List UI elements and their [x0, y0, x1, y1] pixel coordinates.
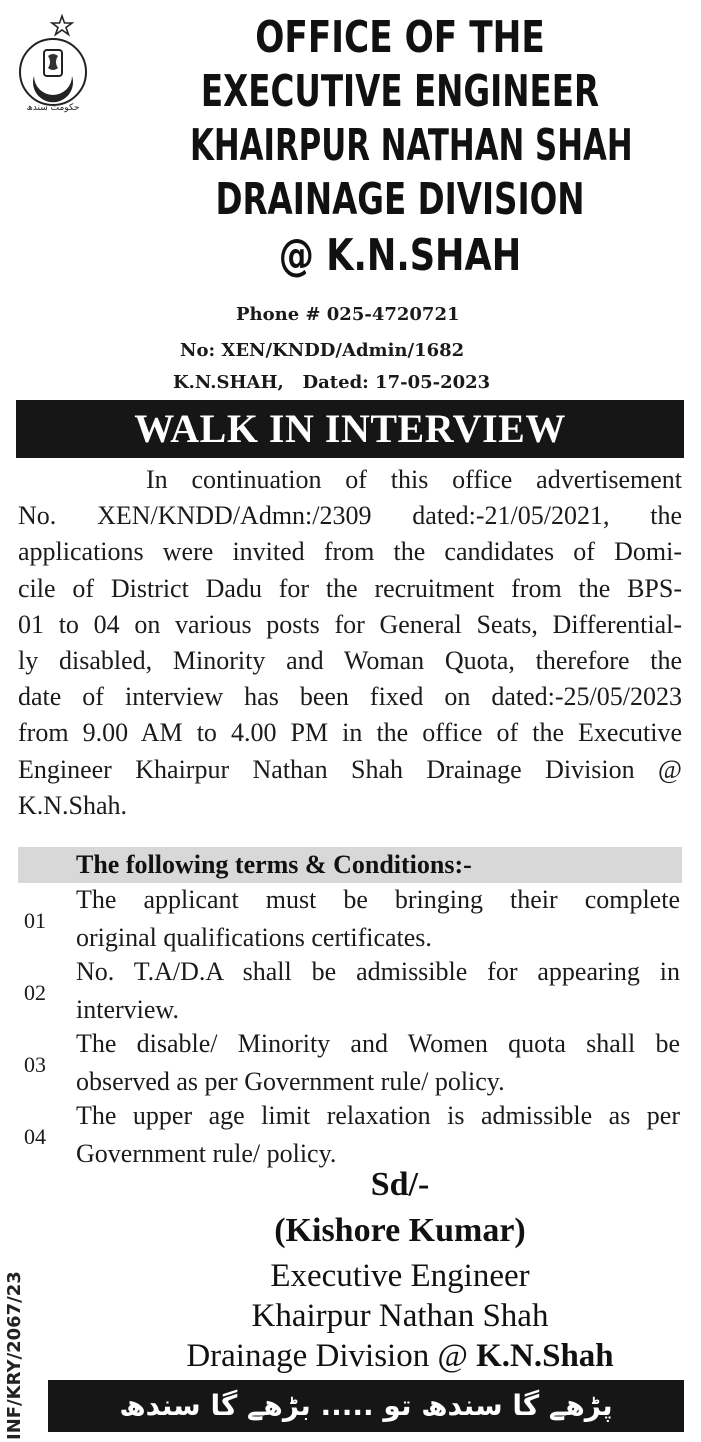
- term-number: 04: [24, 1124, 46, 1149]
- place-and-date: K.N.SHAH, Dated: 17-05-2023: [173, 372, 491, 393]
- paragraph-line: from 9.00 AM to 4.00 PM in the office of the Executive: [18, 718, 682, 748]
- footer-slogan-bar: [48, 1380, 684, 1432]
- term-text-line: The upper age limit relaxation is admissible as per: [76, 1101, 680, 1130]
- office-title-line-2: EXECUTIVE ENGINEER: [200, 66, 600, 117]
- office-title-line-3: KHAIRPUR NATHAN SHAH: [190, 120, 633, 171]
- paragraph-line: applications were invited from the candidates of Domi-: [18, 537, 682, 567]
- term-number: 01: [24, 908, 46, 933]
- terms-heading: The following terms & Conditions:-: [76, 850, 472, 879]
- side-reference-code: INF/KRY/2067/23: [4, 1271, 25, 1440]
- paragraph-line: K.N.Shah.: [18, 790, 128, 820]
- paragraph-line: In continuation of this office advertisement: [146, 465, 682, 494]
- signature-sd: Sd/-: [370, 1166, 430, 1203]
- walk-in-interview-banner: [16, 400, 684, 458]
- office-title-line-1: OFFICE OF THE: [255, 12, 545, 63]
- term-number: 02: [24, 980, 46, 1005]
- term-text-line: interview.: [76, 995, 179, 1024]
- office-title-line-4: DRAINAGE DIVISION: [215, 174, 585, 225]
- signatory-designation-line-1: Executive Engineer: [270, 1258, 530, 1294]
- advertisement-paragraph: [18, 462, 682, 824]
- phone-number: Phone # 025-4720721: [236, 304, 460, 325]
- signatory-designation-line-3: [100, 1338, 700, 1375]
- signatory-name: (Kishore Kumar): [274, 1212, 526, 1249]
- term-text-line: The disable/ Minority and Women quota shall be: [76, 1029, 680, 1058]
- term-text-line: No. T.A/D.A shall be admissible for appearing in: [76, 957, 680, 986]
- paragraph-line: 01 to 04 on various posts for General Seats, Differential-: [18, 609, 682, 639]
- term-text-line: The applicant must be bringing their complete: [76, 885, 680, 914]
- paragraph-line: Engineer Khairpur Nathan Shah Drainage Division @: [18, 754, 682, 784]
- term-text-line: observed as per Government rule/ policy.: [76, 1067, 505, 1096]
- footer-slogan: پڑھے گا سندھ تو ..... بڑھے گا سندھ: [119, 1389, 613, 1422]
- paragraph-line: ly disabled, Minority and Woman Quota, therefore the: [18, 646, 682, 676]
- office-title-line-5: @ K.N.SHAH: [278, 230, 522, 281]
- designation-prefix: Drainage Division @: [186, 1338, 477, 1374]
- term-number: 03: [24, 1052, 46, 1077]
- signatory-designation-line-2: Khairpur Nathan Shah: [251, 1298, 549, 1334]
- banner-heading: WALK IN INTERVIEW: [134, 406, 566, 451]
- paragraph-line: No. XEN/KNDD/Admn:/2309 dated:-21/05/2021, the: [18, 501, 682, 531]
- term-text-line: original qualifications certificates.: [76, 923, 432, 952]
- designation-location: K.N.Shah: [476, 1338, 614, 1374]
- sindh-government-emblem-icon: [14, 14, 92, 114]
- svg-text:حکومت سندھ: حکومت سندھ: [26, 103, 80, 113]
- reference-number: No: XEN/KNDD/Admin/1682: [180, 340, 465, 361]
- paragraph-line: cile of District Dadu for the recruitment from the BPS-: [18, 573, 682, 603]
- paragraph-line: date of interview has been fixed on dated:-25/05/2023: [18, 682, 682, 712]
- term-text-line: Government rule/ policy.: [76, 1139, 337, 1168]
